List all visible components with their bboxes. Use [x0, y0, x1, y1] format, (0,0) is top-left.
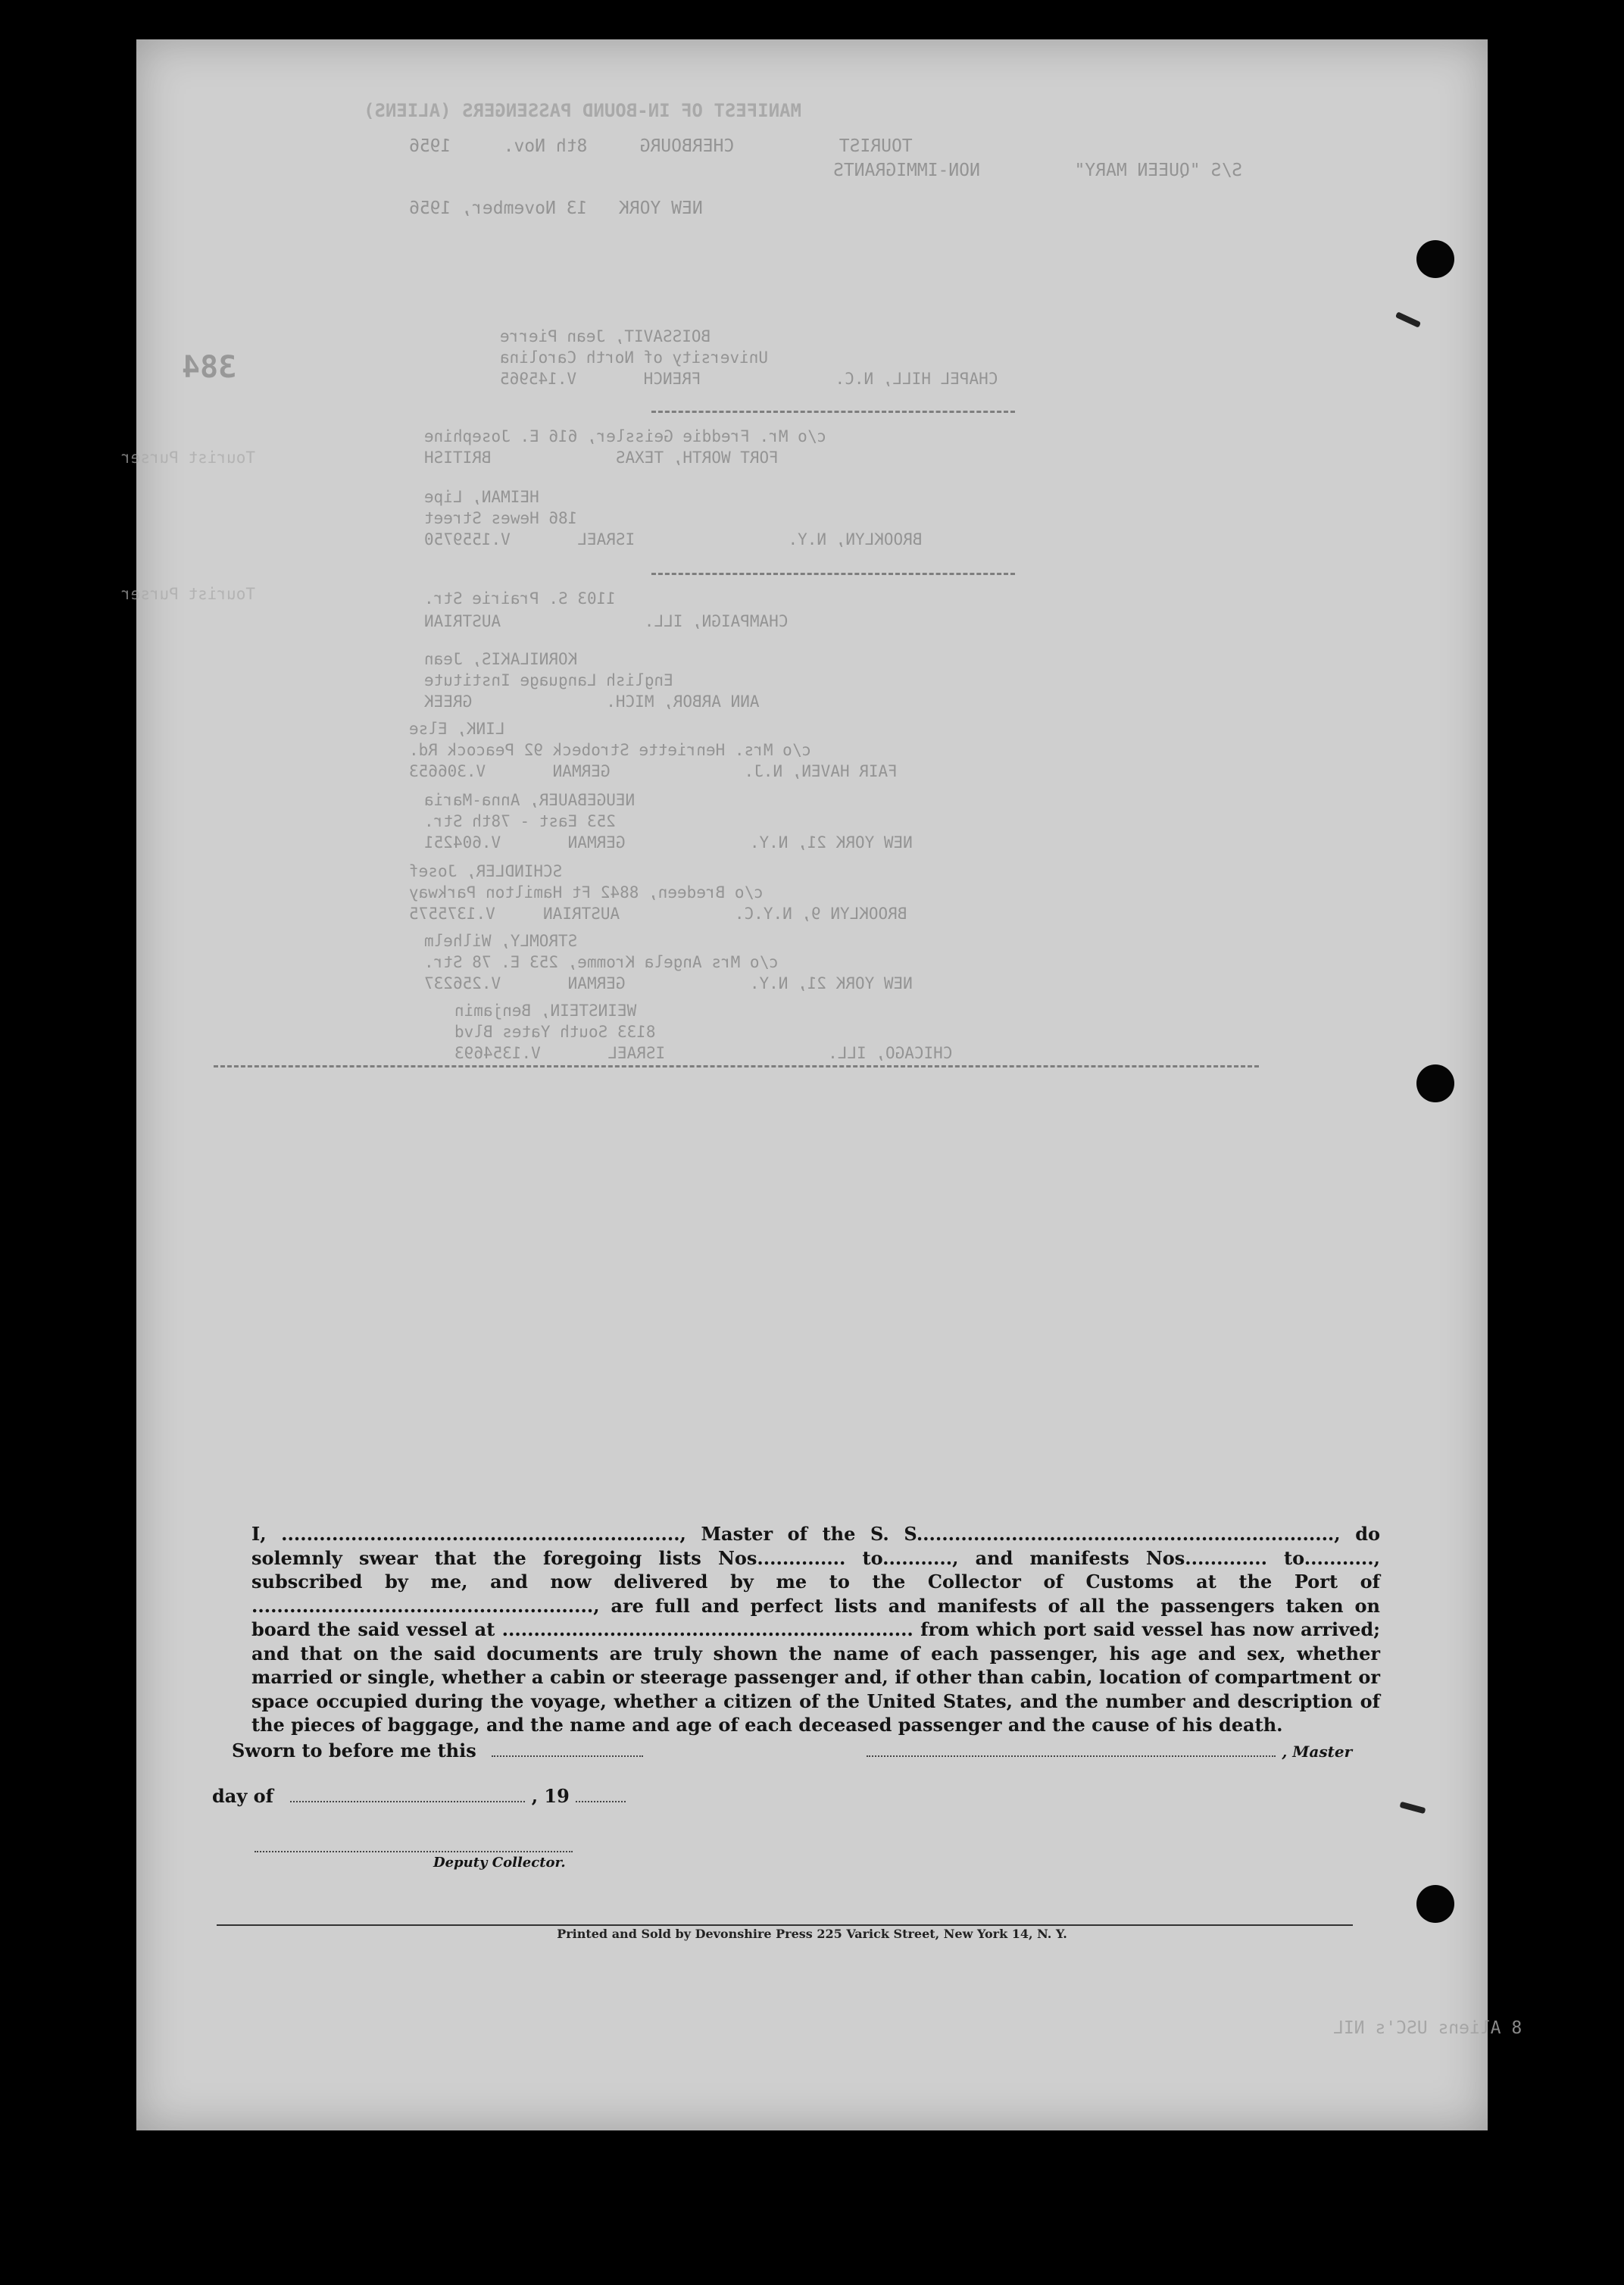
bleed-entry: c/o Mr. Freddie Geissler, 616 E. Josephine [424, 427, 827, 445]
sworn-row [232, 1740, 643, 1761]
sworn-date-line [492, 1742, 643, 1757]
bleed-entry: English Language Institute [424, 671, 673, 689]
bleed-entry: LINK, Else [409, 720, 505, 738]
bleed-bottom-note: 8 Aliens USC's NIL [1333, 2018, 1522, 2038]
bleed-header-voyage: TOURIST CHERBOURG 8th Nov. 1956 [409, 136, 913, 156]
printer-imprint: Printed and Sold by Devonshire Press 225 Varick Street, New York 14, N. Y. [557, 1927, 1067, 1941]
sworn-label: Sworn to before me this [232, 1740, 476, 1761]
bleed-side-note: Tourist Purser [121, 449, 256, 467]
bleed-entry: 253 East - 78th Str. [424, 812, 616, 830]
year-label: , 19 [531, 1785, 570, 1807]
bleed-side-note: Tourist Purser [121, 585, 256, 603]
bleed-entry: BROOKLYN 9, N.Y.C. AUSTRIAN V.1375575 [409, 905, 907, 923]
bleed-entry: 8133 South Yates Blvd [454, 1023, 656, 1041]
bleed-entry: NEW YORK 21, N.Y. GERMAN V.256237 [424, 974, 913, 992]
bleed-entry: CHAPEL HILL, N.C. FRENCH V.145965 [500, 370, 998, 388]
deputy-label: Deputy Collector. [433, 1855, 566, 1871]
bleed-entry: HEIMAN, Lipe [424, 488, 539, 506]
bleed-entry: 186 Hewes Street [424, 509, 578, 527]
bleed-header-ship: S/S "QUEEN MARY" NON-IMMIGRANTS [833, 161, 1243, 180]
bleed-through-area [121, 39, 1522, 2130]
bleed-entry: FORT WORTH, TEXAS BRITISH [424, 449, 779, 467]
bleed-entry: NEW YORK 21, N.Y. GERMAN V.604251 [424, 833, 913, 852]
bleed-stamp-number: 384 [182, 350, 237, 385]
bleed-entry: BOISSAVIT, Jean Pierre [500, 327, 711, 345]
bleed-entry: ANN ARBOR, MICH. GREEK [424, 692, 760, 711]
master-label: , Master [1282, 1743, 1353, 1761]
bleed-dash-line [651, 411, 1015, 413]
punch-hole [1416, 240, 1454, 278]
bleed-header-port: NEW YORK 13 November, 1956 [409, 198, 703, 218]
bleed-entry: BROOKLYN, N.Y. ISRAEL V.1559750 [424, 530, 923, 549]
bleed-entry: 1103 S. Prairie Str. [424, 589, 616, 608]
bleed-entry: KORNILAKIS, Jean [424, 650, 578, 668]
master-row [867, 1740, 1352, 1761]
bleed-entry: WEINSTEIN, Benjamin [454, 1002, 637, 1020]
bleed-header-title: MANIFEST OF IN-BOUND PASSENGERS (ALIENS) [364, 100, 801, 121]
bleed-end-dash-line [214, 1065, 1259, 1067]
punch-hole [1416, 1885, 1454, 1923]
master-signature-line [867, 1742, 1276, 1757]
bleed-entry: STROMLY, Wilhelm [424, 932, 578, 950]
day-label: day of [212, 1785, 273, 1807]
oath-paragraph: I, ..............................................................., Master of the S. S.................................................................., do solemnly swear that the foregoing lists Nos.............. to..........., and manifests Nos............. to..........., subscribed by me, and now delivered by me to the Collector of Customs at the Port of ......................................................, are full and perfect lists and manifests of all the passengers taken on board the said vessel at ................................................................. from which port said vessel has now arrived; and that on the said documents are truly shown the name of each passenger, his age and sex, whether married or single, whether a cabin or steerage passenger and, if other than cabin, location of compartment or space occupied during the voyage, whether a citizen of the United States, and the number and description of the pieces of baggage, and the name and age of each deceased passenger and the cause of his death. [251, 1523, 1380, 1736]
bleed-entry: c/o Mrs. Henriette Strobeck 92 Peacock Rd. [409, 741, 812, 759]
bleed-entry: University of North Carolina [500, 349, 769, 367]
punch-hole [1416, 1064, 1454, 1102]
bleed-entry: c/o Mrs Angela Kromme, 253 E. 78 Str. [424, 953, 779, 971]
year-line [576, 1787, 626, 1802]
bleed-entry: FAIR HAVEN, N.J. GERMAN V.306653 [409, 762, 898, 780]
footer-divider [217, 1924, 1353, 1926]
deputy-signature-line [255, 1837, 573, 1852]
manifest-sheet [121, 39, 1522, 2130]
day-line [290, 1787, 525, 1802]
bleed-entry: CHICAGO, ILL. ISRAEL V.1354693 [454, 1044, 953, 1062]
bleed-entry: NEUGEBAUER, Anna-Maria [424, 791, 636, 809]
bleed-entry: c/o Bredeen, 8842 Ft Hamilton Parkway [409, 883, 764, 902]
bleed-entry: CHAMPAIGN, ILL. AUSTRIAN [424, 612, 789, 630]
deputy-row [255, 1835, 573, 1857]
bleed-entry: SCHINDLER, Josef [409, 862, 563, 880]
day-row [212, 1785, 626, 1807]
bleed-dash-line [651, 573, 1015, 575]
